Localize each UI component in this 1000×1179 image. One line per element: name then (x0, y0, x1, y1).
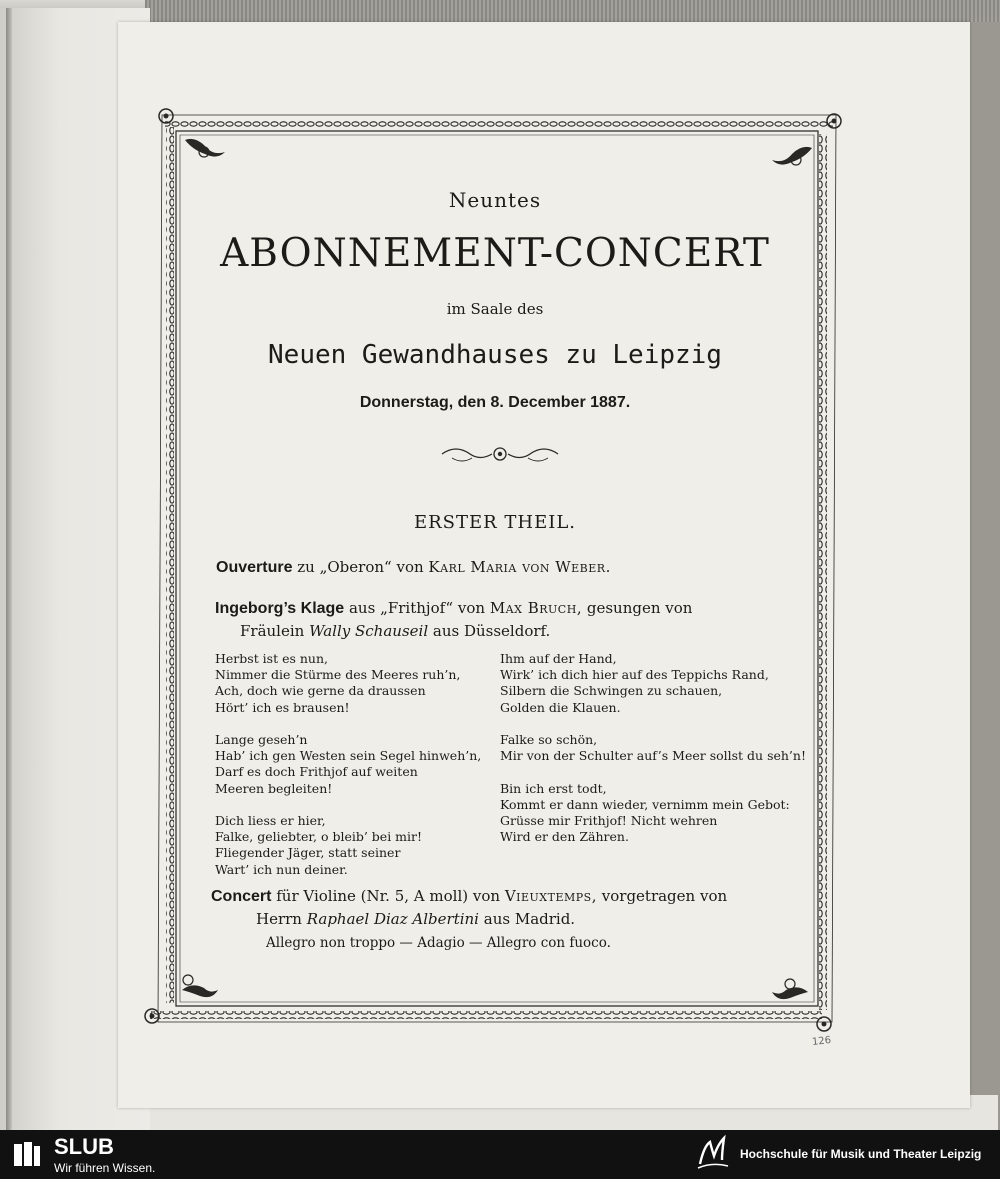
performer-name: Wally Schauseil (309, 622, 429, 640)
poem-line: Bin ich erst todt, (500, 780, 607, 796)
slub-logo-icon[interactable] (12, 1140, 42, 1170)
concert-title: ABONNEMENT-CONCERT (220, 231, 770, 276)
performer-origin: aus Düsseldorf. (432, 622, 551, 640)
program-item-concert (211, 885, 727, 908)
word-aus: aus (348, 599, 376, 617)
work-title: Concert (211, 888, 272, 905)
poem-line: Fliegender Jäger, statt seiner (215, 845, 401, 861)
movement-list: Allegro non troppo — Adagio — Allegro con fuoco. (266, 935, 611, 951)
divider-ornament-icon (438, 443, 562, 465)
poem-line (215, 797, 481, 813)
composer-name: Vieuxtemps, (504, 887, 597, 905)
poem-line: Kommt er dann wieder, vernimm mein Gebot: (500, 796, 790, 812)
viewer-footer (0, 1130, 1000, 1179)
word-von: von (396, 558, 424, 576)
poem-line (215, 716, 481, 732)
poem-line: Ihm auf der Hand, (500, 651, 617, 666)
opera-title: „Oberon“ (319, 558, 392, 576)
poem-column-right (500, 651, 806, 845)
program-item-overture (216, 556, 611, 579)
performance-note: gesungen von (586, 599, 693, 617)
performer-prefix: Fräulein (240, 622, 305, 640)
poem-line: Dich liess er hier, (215, 813, 326, 829)
poem-line: Wart’ ich nun deiner. (215, 861, 348, 877)
page-number: 126 (811, 1035, 832, 1048)
poem-line: Mir von der Schulter auf’s Meer sollst du seh’n! (500, 748, 806, 764)
composer-name: Max Bruch, (489, 599, 583, 617)
composer-name: Karl Maria von Weber. (428, 558, 611, 576)
library-name[interactable]: SLUB (54, 1134, 114, 1159)
poem-line: Darf es doch Frithjof auf weiten (215, 764, 418, 780)
poem-line: Nimmer die Stürme des Meeres ruh’n, (215, 667, 461, 683)
hmt-logo-icon[interactable] (694, 1134, 734, 1174)
poem-line: Golden die Klauen. (500, 699, 621, 715)
program-item-klage (215, 597, 775, 620)
poem-line: Falke, geliebter, o bleib’ bei mir! (215, 829, 423, 845)
poem-line: Hab’ ich gen Westen sein Segel hinweh’n, (215, 748, 482, 764)
poem-line: Meeren begleiten! (215, 780, 333, 796)
poem-line: Grüsse mir Frithjof! Nicht wehren (500, 813, 718, 829)
poem-column-left (215, 651, 481, 878)
venue-name: Neuen Gewandhauses zu Leipzig (268, 340, 722, 370)
performer-line (240, 620, 550, 643)
source-title: „Frithjof“ (380, 599, 454, 617)
work-title: Ingeborg’s Klage (215, 600, 345, 617)
performer-origin: aus Madrid. (483, 910, 576, 928)
poem-line (500, 716, 806, 732)
word-von: von (457, 599, 486, 617)
poem-line: Lange geseh’n (215, 732, 308, 748)
performer-line (256, 908, 575, 931)
performance-note: vorgetragen von (601, 887, 728, 905)
work-description: für Violine (Nr. 5, A moll) von (276, 887, 501, 905)
poem-line: Ach, doch wie gerne da draussen (215, 683, 426, 699)
performer-prefix: Herrn (256, 910, 302, 928)
poem-line: Wirk’ ich dich hier auf des Teppichs Rand, (500, 667, 769, 683)
poem-line: Falke so schön, (500, 732, 598, 748)
poem-line: Hört’ ich es brausen! (215, 699, 350, 715)
word-zu: zu (297, 558, 315, 576)
institution-name[interactable]: Hochschule für Musik und Theater Leipzig (740, 1147, 982, 1161)
poem-line (500, 764, 806, 780)
poem-line: Herbst ist es nun, (215, 651, 329, 666)
section-heading: ERSTER THEIL. (413, 512, 577, 533)
venue-intro: im Saale des (446, 300, 544, 318)
library-tagline: Wir führen Wissen. (54, 1161, 156, 1175)
performer-name: Raphael Diaz Albertini (306, 910, 479, 928)
poem-line: Silbern die Schwingen zu schauen, (500, 683, 723, 699)
work-title: Ouverture (216, 559, 293, 576)
concert-ordinal: Neuntes (448, 188, 542, 212)
poem-line: Wird er den Zähren. (500, 829, 629, 845)
concert-date: Donnerstag, den 8. December 1887. (359, 394, 631, 411)
